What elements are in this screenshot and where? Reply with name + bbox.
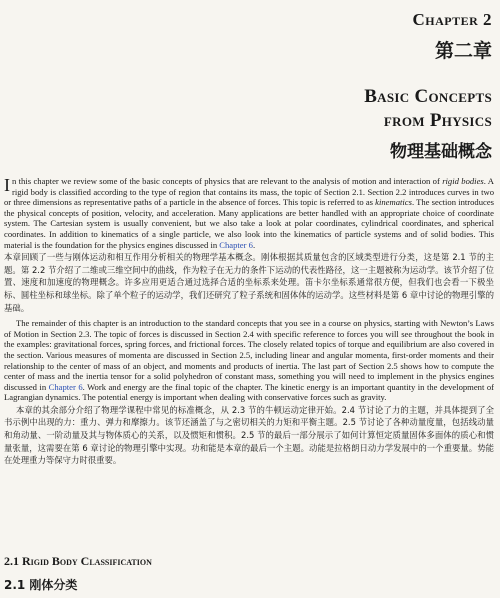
chapter-label: Chapter 2 [412, 10, 492, 29]
chapter-6-link-2[interactable]: Chapter 6 [48, 381, 83, 392]
chapter-body [4, 176, 494, 471]
chapter-title-line2: from Physics [383, 110, 492, 131]
chapter-6-link[interactable]: Chapter 6 [219, 239, 253, 250]
p2-text-a: The remainder of this chapter is an introduction to the standard concepts that you see in a course on physics, starting with Newton’s Laws of Motion in Section 2.3. The topic of forces is discussed in Section 2.4 with specific reference to forces you will see throughout the book in the examples: gravitational forces, spring forces, and frictional forces. The closely related topics of torque and equilibrium are also covered in the section. Various measures of momenta are discussed in Section 2.5, including linear and angular momenta, first-order moments and their relationship to the center of mass of an object, and moments and products of inertia. The last part of Section 2.5 shows how to compute the center of mass and the inertia tensor for a solid polyhedron of constant mass, something you will need to implement in the physics engines discussed in [4, 318, 494, 392]
chapter-title-cn: 物理基础概念 [390, 142, 492, 162]
section-heading-cn: 2.1 刚体分类 [4, 578, 78, 592]
p1-term-rigid-bodies: rigid bodies [442, 176, 484, 186]
intro-paragraph-en [4, 176, 494, 250]
chapter-title-line1: Basic Concepts [364, 86, 492, 107]
p2-text-b: . Work and energy are the final topic of the chapter. The kinetic energy is an important quantity in the development of Lagrangian dynamics. The potential energy is important when dealing with conservative forces such as gravity. [4, 381, 494, 403]
p1-text-a: In this chapter we review some of the basic concepts of physics that are relevant to the analysis of motion and interaction of [4, 175, 443, 195]
chapter-label-cn: 第二章 [434, 40, 492, 62]
p1-text-b: . A rigid body is classified according to the type of region that contains its mass, the topic of Section 2.1. Section 2.2 introduces curves in two or three dimensions as representative paths of a particle in the absence of forces. This topic is referred to as [4, 176, 494, 208]
overview-paragraph-en [4, 318, 494, 403]
intro-paragraph-cn: 本章回顾了一些与刚体运动和相互作用分析相关的物理学基本概念。刚体根据其质量包含的区域类型进行分类，这是第 2.1 节的主题。第 2.2 节介绍了二维或三维空间中的曲线，作为粒子在无力的条件下运动的代表性路径，这一主题被称为运动学。该节介绍了位置、速度和加速度的物理概念。许多应用更适合通过选择合适的坐标系来处理。笛卡尔坐标系通常很方便，但我们也会看一下极坐标、圆柱坐标和球坐标。除了单个粒子的运动学，我们还研究了粒子系统和固体体的运动学。这些材料是第 6 章中讨论的物理引擎的基础。 [4, 252, 494, 313]
section-heading-en: 2.1 Rigid Body Classification [4, 554, 152, 568]
p1-term-kinematics: kinematics [375, 197, 412, 208]
p1-text-d: . [252, 239, 256, 250]
overview-paragraph-cn: 本章的其余部分介绍了物理学课程中常见的标准概念，从 2.3 节的牛顿运动定律开始。2.4 节讨论了力的主题，并具体提到了全书示例中出现的力：重力、弹力和摩擦力。该节还涵盖了与之密切相关的力矩和平衡主题。2.5 节讨论了各种动量度量，包括线动量和角动量、一阶动量及其与物体质心的关系，以及惯矩和惯积。2.5 节的最后一部分展示了如何计算恒定质量固体多面体的质心和惯量张量，这需要在第 6 章讨论的物理引擎中实现。功和能是本章的最后一个主题。动能是拉格朗日动力学发展中的一个重要量。势能在处理重力等保守力时很重要。 [4, 404, 494, 466]
p1-text-c: . The section introduces the physical concepts of position, velocity, and acceleration. Many applications are better handled with an appropriate choice of coordinate system. The Cartesian system is usually convenient, but we also take a look at polar coordinates, cylindrical coordinates, and spherical coordinates. In addition to kinematics of a single particle, we also look into the kinematics of particle systems and of solid bodies. This material is the foundation for the physics engines discussed in [4, 197, 494, 250]
